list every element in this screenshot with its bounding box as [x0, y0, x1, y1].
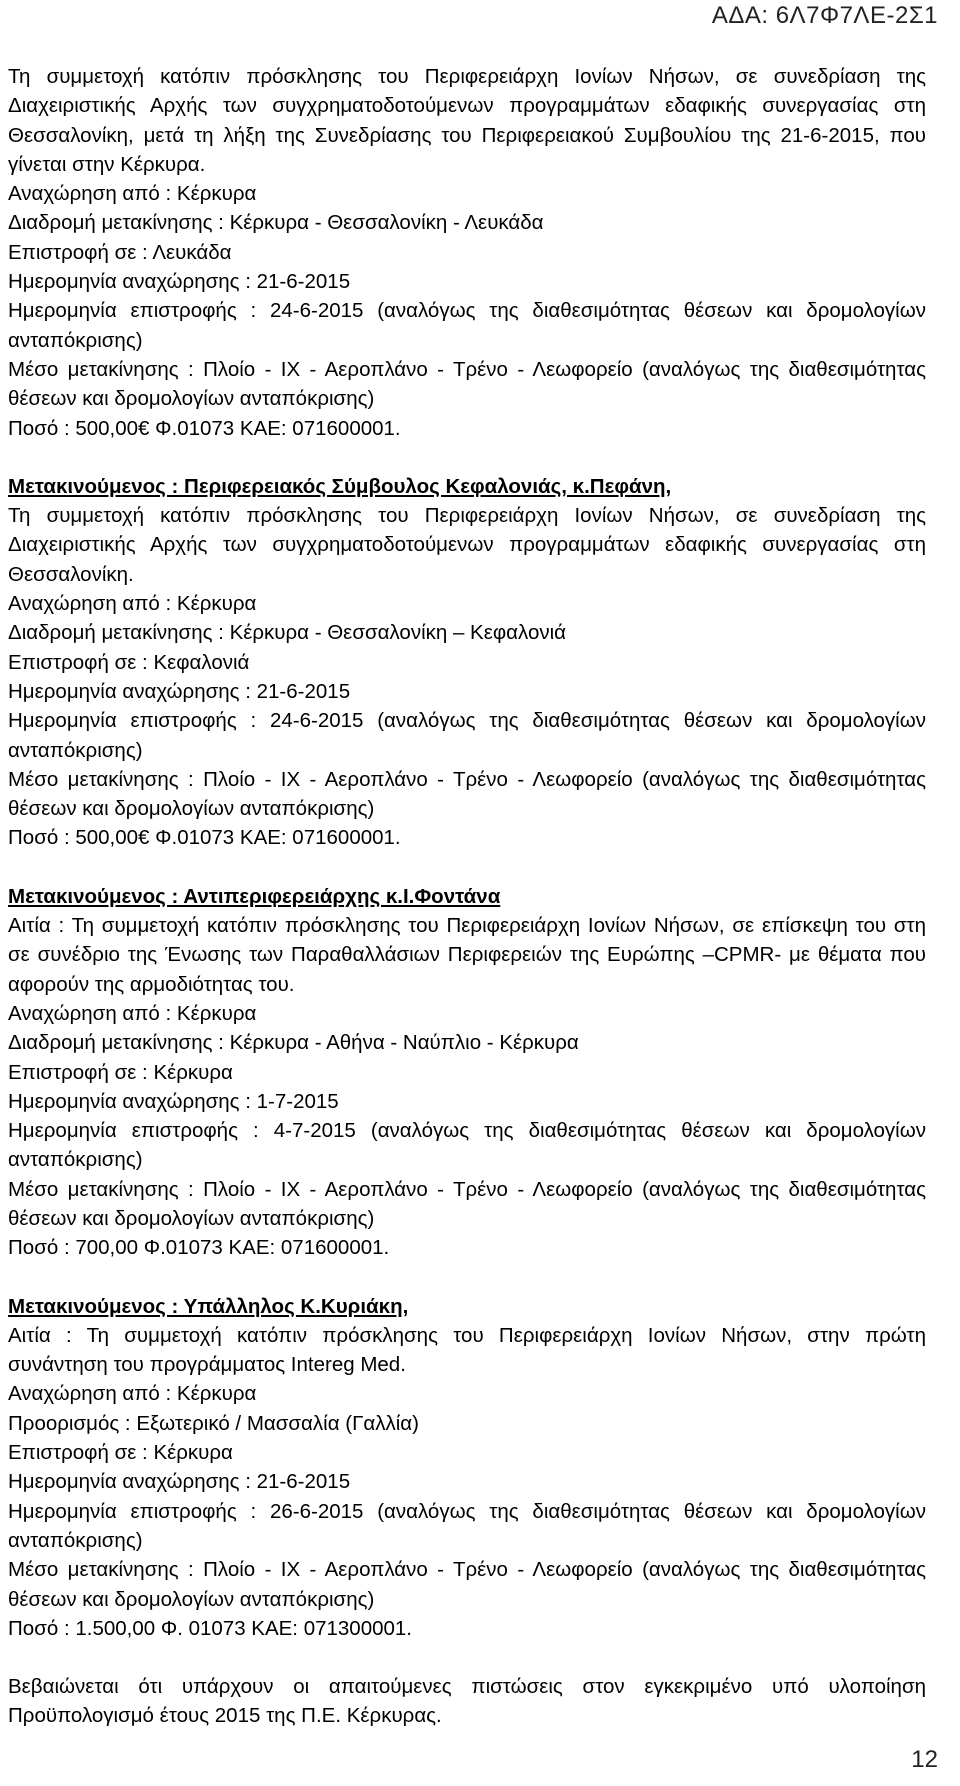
trip-section: [8, 62, 926, 443]
trip-intro: Τη συμμετοχή κατόπιν πρόσκλησης του Περιφερειάρχη Ιονίων Νήσων, σε συνεδρίαση της Διαχειριστικής Αρχής των συγχρηματοδοτούμενων προγραμμάτων εδαφικής συνεργασίας στη Θεσσαλονίκη, μετά τη λήξη της Συνεδρίασης του Περιφερειακού Συμβουλίου της 21-6-2015, που γίνεται στην Κέρκυρα.: [8, 65, 926, 176]
trip-destination: Προορισμός : Εξωτερικό / Μασσαλία (Γαλλία): [8, 1411, 419, 1435]
spacer: [8, 853, 926, 882]
trip-departure-date: Ημερομηνία αναχώρησης : 21-6-2015: [8, 1470, 351, 1494]
trip-amount: Ποσό : 700,00 Φ.01073 ΚΑΕ: 071600001.: [8, 1236, 390, 1260]
trip-section: [8, 882, 926, 1263]
trip-return-date: Ημερομηνία επιστροφής : 4-7-2015 (αναλόγως της διαθεσιμότητας θέσεων και δρομολογίων ανταπόκρισης): [8, 1119, 926, 1172]
trip-section: [8, 1292, 926, 1644]
trip-section: [8, 472, 926, 853]
traveler-heading: Μετακινούμενος : Υπάλληλος Κ.Κυριάκη,: [8, 1294, 409, 1318]
traveler-heading: Μετακινούμενος : Περιφερειακός Σύμβουλος Κεφαλονιάς, κ.Πεφάνη,: [8, 474, 672, 498]
spacer: [8, 1643, 926, 1672]
trip-transport: Μέσο μετακίνησης : Πλοίο - ΙΧ - Αεροπλάνο - Τρένο - Λεωφορείο (αναλόγως της διαθεσιμότητας θέσεων και δρομολογίων ανταπόκρισης): [8, 1558, 926, 1611]
trip-route: Διαδρομή μετακίνησης : Κέρκυρα - Αθήνα - Ναύπλιο - Κέρκυρα: [8, 1031, 579, 1055]
trip-departure-date: Ημερομηνία αναχώρησης : 21-6-2015: [8, 270, 351, 294]
trip-transport: Μέσο μετακίνησης : Πλοίο - ΙΧ - Αεροπλάνο - Τρένο - Λεωφορείο (αναλόγως της διαθεσιμότητας θέσεων και δρομολογίων ανταπόκρισης): [8, 767, 926, 821]
trip-route: Διαδρομή μετακίνησης : Κέρκυρα - Θεσσαλονίκη - Λευκάδα: [8, 211, 544, 235]
trip-intro: Αιτία : Τη συμμετοχή κατόπιν πρόσκλησης του Περιφερειάρχη Ιονίων Νήσων, στην πρώτη συνάντηση του προγράμματος Intereg Med.: [8, 1323, 926, 1377]
trip-intro: Αιτία : Τη συμμετοχή κατόπιν πρόσκλησης του Περιφερειάρχη Ιονίων Νήσων, σε επίσκεψη του στη σε συνέδριο της Ένωσης των Παραθαλλάσιων Περιφερειών της Ευρώπης –CPMR- με θέματα που αφορούν της αρμοδιότητας του.: [8, 914, 926, 996]
trip-return-date: Ημερομηνία επιστροφής : 24-6-2015 (αναλόγως της διαθεσιμότητας θέσεων και δρομολογίων ανταπόκρισης): [8, 299, 926, 352]
trip-return-date: Ημερομηνία επιστροφής : 26-6-2015 (αναλόγως της διαθεσιμότητας θέσεων και δρομολογίων ανταπόκρισης): [8, 1499, 926, 1552]
spacer: [8, 1263, 926, 1292]
trip-intro: Τη συμμετοχή κατόπιν πρόσκλησης του Περιφερειάρχη Ιονίων Νήσων, σε συνεδρίαση της Διαχειριστικής Αρχής των συγχρηματοδοτούμενων προγραμμάτων εδαφικής συνεργασίας στη Θεσσαλονίκη.: [8, 504, 926, 586]
trip-amount: Ποσό : 500,00€ Φ.01073 ΚΑΕ: 071600001.: [8, 826, 401, 850]
document-body: [8, 62, 926, 1731]
page-number: 12: [911, 1746, 938, 1773]
trip-return-date: Ημερομηνία επιστροφής : 24-6-2015 (αναλόγως της διαθεσιμότητας θέσεων και δρομολογίων ανταπόκρισης): [8, 709, 926, 762]
trip-transport: Μέσο μετακίνησης : Πλοίο - ΙΧ - Αεροπλάνο - Τρένο - Λεωφορείο (αναλόγως της διαθεσιμότητας θέσεων και δρομολογίων ανταπόκρισης): [8, 1177, 926, 1230]
trip-departure-date: Ημερομηνία αναχώρησης : 21-6-2015: [8, 679, 351, 703]
trip-route: Διαδρομή μετακίνησης : Κέρκυρα - Θεσσαλονίκη – Κεφαλονιά: [8, 621, 567, 645]
trip-departure: Αναχώρηση από : Κέρκυρα: [8, 182, 257, 206]
traveler-heading: Μετακινούμενος : Αντιπεριφερειάρχης κ.Ι.Φοντάνα: [8, 884, 501, 908]
trip-departure-date: Ημερομηνία αναχώρησης : 1-7-2015: [8, 1089, 339, 1113]
trip-amount: Ποσό : 1.500,00 Φ. 01073 ΚΑΕ: 071300001.: [8, 1616, 413, 1640]
trip-return-to: Επιστροφή σε : Λευκάδα: [8, 240, 232, 264]
trip-departure: Αναχώρηση από : Κέρκυρα: [8, 1382, 257, 1406]
trip-return-to: Επιστροφή σε : Κέρκυρα: [8, 1060, 233, 1084]
closing-statement: Βεβαιώνεται ότι υπάρχουν οι απαιτούμενες πιστώσεις στον εγκεκριμένο υπό υλοποίηση Προϋπολογισμό έτους 2015 της Π.Ε. Κέρκυρας.: [8, 1675, 926, 1728]
trip-return-to: Επιστροφή σε : Κέρκυρα: [8, 1441, 233, 1465]
spacer: [8, 443, 926, 472]
trip-transport: Μέσο μετακίνησης : Πλοίο - ΙΧ - Αεροπλάνο - Τρένο - Λεωφορείο (αναλόγως της διαθεσιμότητας θέσεων και δρομολογίων ανταπόκρισης): [8, 357, 926, 411]
trip-amount: Ποσό : 500,00€ Φ.01073 ΚΑΕ: 071600001.: [8, 416, 401, 440]
trip-departure: Αναχώρηση από : Κέρκυρα: [8, 592, 257, 616]
trip-departure: Αναχώρηση από : Κέρκυρα: [8, 1001, 257, 1025]
ada-code: ΑΔΑ: 6Λ7Φ7ΛΕ-2Σ1: [711, 2, 938, 29]
trip-return-to: Επιστροφή σε : Κεφαλονιά: [8, 650, 250, 674]
